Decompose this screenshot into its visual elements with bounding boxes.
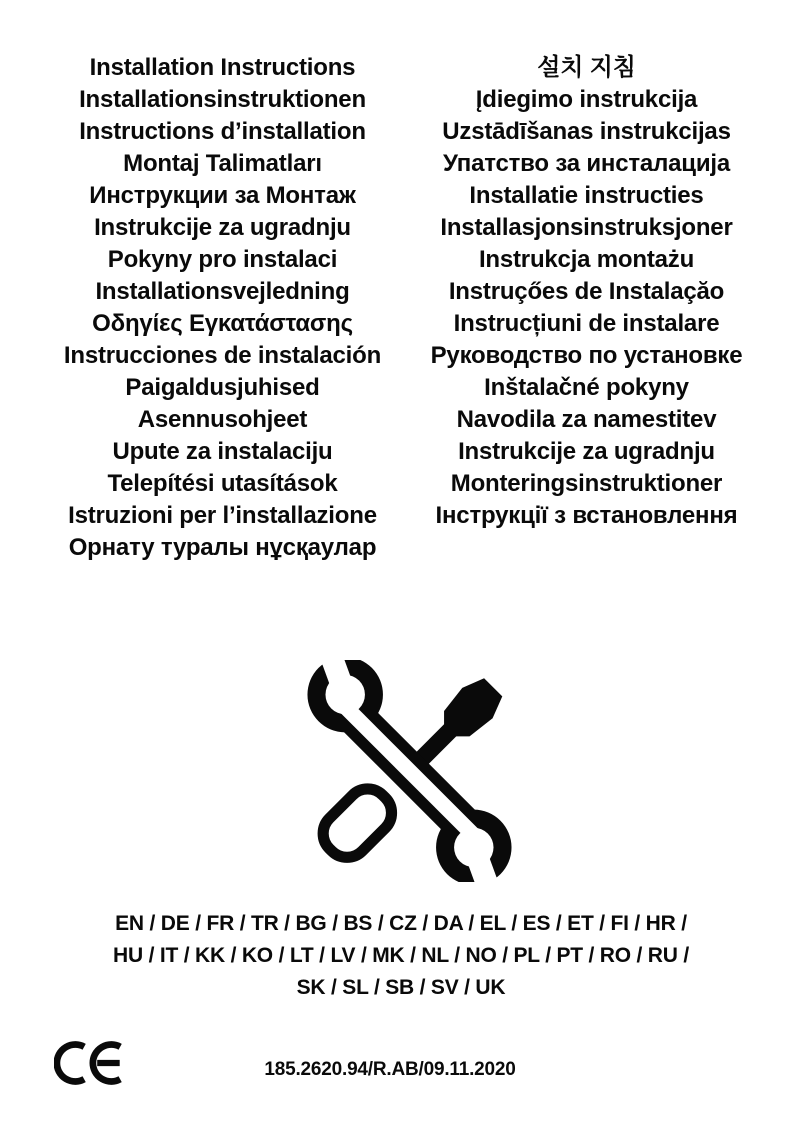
title-line: 설치 지침 — [537, 54, 636, 81]
title-line: Įdiegimo instrukcija — [475, 86, 698, 113]
title-line: Упатство за инсталација — [442, 150, 730, 177]
title-line: Uzstādīšanas instrukcijas — [442, 118, 731, 145]
title-line: Instrucțiuni de instalare — [453, 310, 720, 337]
title-line: Upute za instalaciju — [112, 438, 333, 465]
title-column-right — [403, 52, 770, 532]
language-codes-line: SK / SL / SB / SV / UK — [296, 976, 506, 999]
title-line: Инструкции за Монтаж — [89, 182, 356, 209]
title-line: Instrukcije za ugradnju — [94, 214, 351, 241]
title-line: Installatie instructies — [469, 182, 704, 209]
title-line: Інструкції з встановлення — [435, 502, 738, 529]
title-line: Installasjonsinstruksjoner — [440, 214, 733, 241]
title-line: Οδηγίες Εγκατάστασης — [92, 310, 353, 337]
language-codes — [0, 908, 802, 1004]
title-line: Navodila za namestitev — [456, 406, 717, 433]
title-line: Montaj Talimatları — [123, 150, 322, 177]
title-line: Installation Instructions — [89, 54, 356, 81]
title-line: Installationsvejledning — [95, 278, 350, 305]
language-codes-line: HU / IT / KK / KO / LT / LV / MK / NL / NO / PL / PT / RO / RU / — [113, 944, 689, 967]
wrench-screwdriver-icon — [297, 660, 522, 882]
title-line: Paigaldusjuhised — [125, 374, 320, 401]
language-codes-line: EN / DE / FR / TR / BG / BS / CZ / DA / EL / ES / ET / FI / HR / — [115, 912, 687, 935]
title-line: Inštalačné pokyny — [484, 374, 689, 401]
title-line: Instruçőes de Instalaçăo — [448, 278, 725, 305]
title-line: Instrukcije za ugradnju — [458, 438, 715, 465]
title-line: Pokyny pro instalaci — [107, 246, 338, 273]
title-column-left — [20, 52, 425, 564]
title-line: Monteringsinstruktioner — [450, 470, 723, 497]
title-line: Instrucciones de instalación — [63, 342, 382, 369]
title-line: Руководство по установке — [430, 342, 743, 369]
title-line: Istruzioni per l’installazione — [68, 502, 377, 529]
title-line: Instructions d’installation — [79, 118, 366, 145]
title-line: Орнату туралы нұсқаулар — [68, 534, 377, 561]
title-line: Asennusohjeet — [137, 406, 308, 433]
title-line: Instrukcja montażu — [478, 246, 695, 273]
document-number: 185.2620.94/R.AB/09.11.2020 — [264, 1059, 516, 1080]
title-line: Telepítési utasítások — [107, 470, 338, 497]
title-line: Installationsinstruktionen — [79, 86, 366, 113]
